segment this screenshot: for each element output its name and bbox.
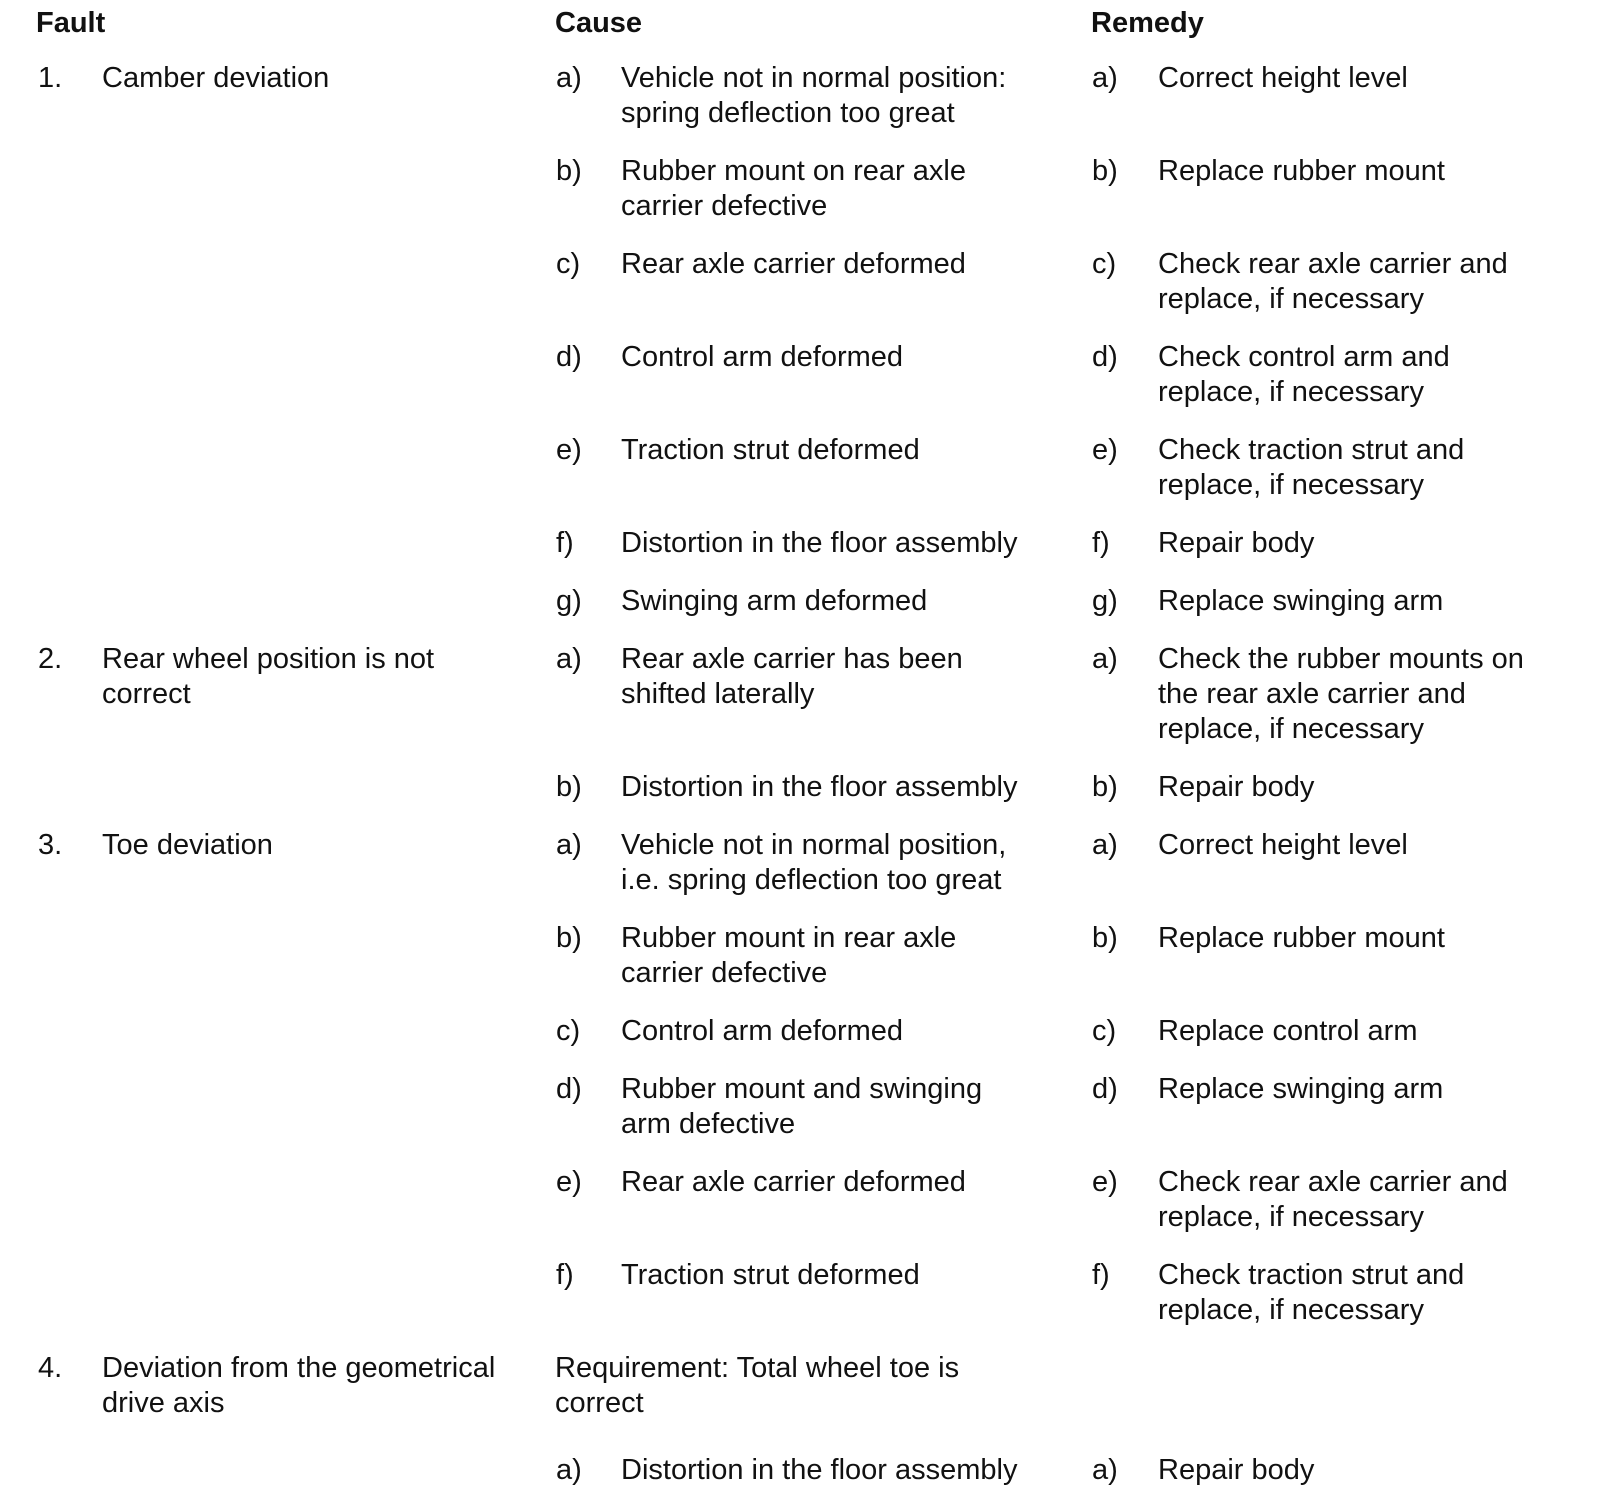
cause-text: Rubber mount and swinging (621, 1073, 983, 1105)
remedy-letter: b) (1092, 922, 1118, 954)
remedy-text: replace, if necessary (1158, 283, 1424, 315)
remedy-text: Check traction strut and (1158, 434, 1465, 466)
remedy-text: Correct height level (1158, 829, 1408, 861)
cause-letter: e) (556, 1166, 582, 1198)
remedy-letter: a) (1092, 829, 1118, 861)
cause-text: Traction strut deformed (621, 1259, 920, 1291)
cause-letter: a) (556, 1454, 582, 1486)
remedy-letter: d) (1092, 341, 1118, 373)
cause-text: Rubber mount on rear axle (621, 155, 966, 187)
cause-letter: b) (556, 771, 582, 803)
cause-text: Control arm deformed (621, 1015, 904, 1047)
cause-text: spring deflection too great (621, 97, 955, 129)
fault-description: Deviation from the geometrical (102, 1352, 496, 1384)
remedy-letter: b) (1092, 771, 1118, 803)
cause-text: Rubber mount in rear axle (621, 922, 957, 954)
requirement-text: correct (555, 1387, 644, 1419)
remedy-text: replace, if necessary (1158, 1294, 1424, 1326)
fault-description: drive axis (102, 1387, 225, 1419)
fault-number: 1. (38, 62, 63, 94)
fault-description: Rear wheel position is not (102, 643, 435, 675)
remedy-letter: e) (1092, 434, 1118, 466)
remedy-text: Repair body (1158, 771, 1315, 803)
cause-text: Rear axle carrier deformed (621, 1166, 966, 1198)
fault-description: Toe deviation (102, 829, 273, 861)
remedy-text: Check rear axle carrier and (1158, 1166, 1508, 1198)
remedy-letter: f) (1092, 1259, 1110, 1291)
header-remedy: Remedy (1091, 7, 1204, 39)
cause-letter: a) (556, 829, 582, 861)
remedy-text: replace, if necessary (1158, 376, 1424, 408)
remedy-text: Correct height level (1158, 62, 1408, 94)
remedy-text: Check control arm and (1158, 341, 1450, 373)
cause-letter: d) (556, 341, 582, 373)
remedy-text: Check the rubber mounts on (1158, 643, 1524, 675)
header-fault: Fault (36, 7, 106, 39)
remedy-text: Replace swinging arm (1158, 1073, 1444, 1105)
remedy-text: Replace control arm (1158, 1015, 1418, 1047)
remedy-letter: e) (1092, 1166, 1118, 1198)
cause-text: arm defective (621, 1108, 796, 1140)
cause-letter: c) (556, 248, 581, 280)
cause-letter: b) (556, 922, 582, 954)
remedy-text: Check traction strut and (1158, 1259, 1465, 1291)
cause-letter: d) (556, 1073, 582, 1105)
cause-letter: e) (556, 434, 582, 466)
remedy-letter: c) (1092, 248, 1117, 280)
cause-letter: g) (556, 585, 582, 617)
header-cause: Cause (555, 7, 643, 39)
cause-text: Vehicle not in normal position, (621, 829, 1007, 861)
remedy-text: Replace rubber mount (1158, 155, 1445, 187)
cause-text: Traction strut deformed (621, 434, 920, 466)
cause-letter: a) (556, 62, 582, 94)
cause-text: Swinging arm deformed (621, 585, 928, 617)
remedy-letter: a) (1092, 643, 1118, 675)
cause-letter: f) (556, 527, 574, 559)
cause-letter: f) (556, 1259, 574, 1291)
remedy-text: Replace swinging arm (1158, 585, 1444, 617)
requirement-text: Requirement: Total wheel toe is (555, 1352, 960, 1384)
remedy-text: replace, if necessary (1158, 1201, 1424, 1233)
remedy-letter: b) (1092, 155, 1118, 187)
remedy-text: Repair body (1158, 527, 1315, 559)
cause-text: Vehicle not in normal position: (621, 62, 1007, 94)
cause-text: Distortion in the floor assembly (621, 771, 1018, 803)
cause-text: Distortion in the floor assembly (621, 1454, 1018, 1486)
cause-letter: c) (556, 1015, 581, 1047)
remedy-text: Repair body (1158, 1454, 1315, 1486)
cause-text: carrier defective (621, 957, 828, 989)
remedy-text: replace, if necessary (1158, 469, 1424, 501)
fault-number: 4. (38, 1352, 63, 1384)
cause-text: i.e. spring deflection too great (621, 864, 1002, 896)
fault-number: 2. (38, 643, 63, 675)
cause-letter: a) (556, 643, 582, 675)
remedy-text: Check rear axle carrier and (1158, 248, 1508, 280)
remedy-text: Replace rubber mount (1158, 922, 1445, 954)
remedy-letter: a) (1092, 62, 1118, 94)
fault-description: correct (102, 678, 191, 710)
cause-text: carrier defective (621, 190, 828, 222)
cause-letter: b) (556, 155, 582, 187)
remedy-letter: a) (1092, 1454, 1118, 1486)
remedy-text: replace, if necessary (1158, 713, 1424, 745)
fault-number: 3. (38, 829, 63, 861)
remedy-text: the rear axle carrier and (1158, 678, 1466, 710)
cause-text: Rear axle carrier has been (621, 643, 963, 675)
fault-description: Camber deviation (102, 62, 330, 94)
cause-text: Distortion in the floor assembly (621, 527, 1018, 559)
cause-text: shifted laterally (621, 678, 815, 710)
cause-text: Control arm deformed (621, 341, 904, 373)
remedy-letter: c) (1092, 1015, 1117, 1047)
remedy-letter: f) (1092, 527, 1110, 559)
remedy-letter: d) (1092, 1073, 1118, 1105)
cause-text: Rear axle carrier deformed (621, 248, 966, 280)
remedy-letter: g) (1092, 585, 1118, 617)
